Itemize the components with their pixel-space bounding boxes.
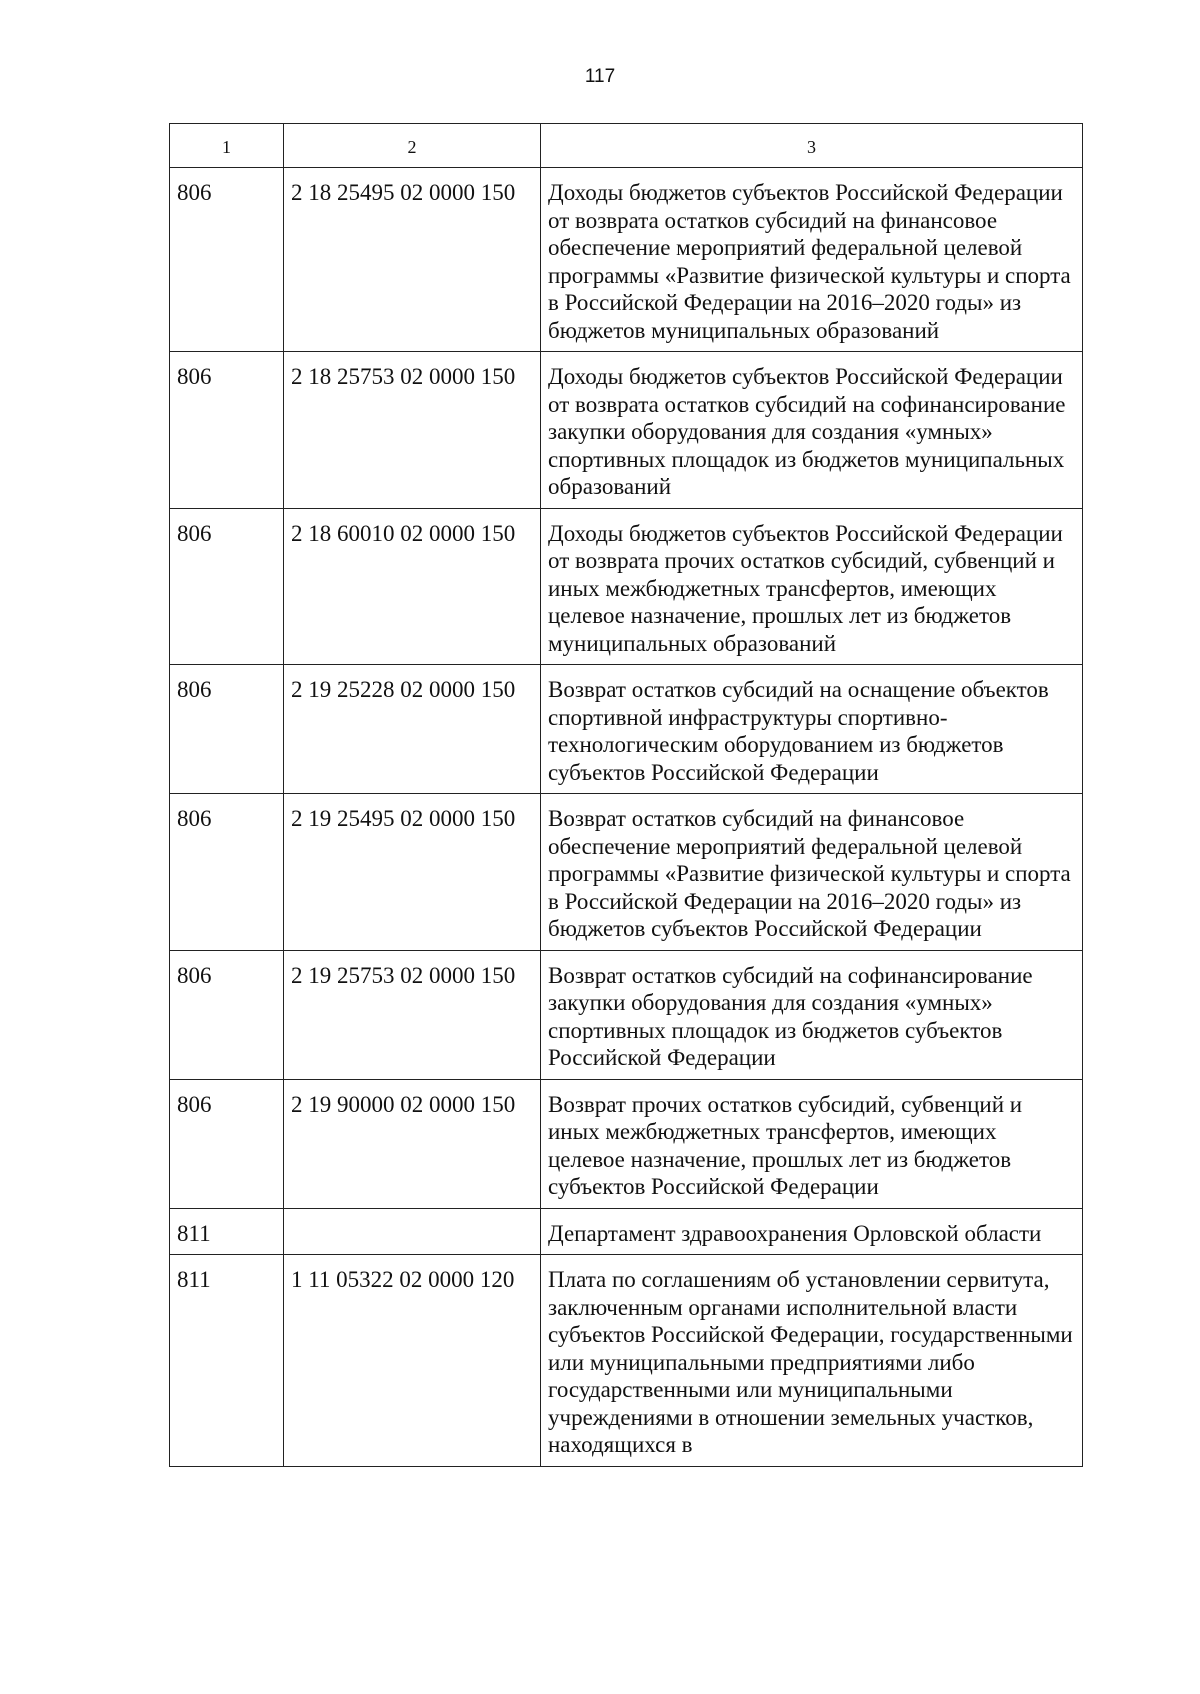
table-row	[170, 665, 1083, 794]
description-cell: Доходы бюджетов субъектов Российской Федерации от возврата остатков субсидий на софинансирование закупки оборудования для создания «умных» спортивных площадок из бюджетов муниципальных образований	[541, 352, 1083, 509]
table-row	[170, 1255, 1083, 1467]
header-col-3: 3	[541, 124, 1083, 168]
revenue-code-cell: 2 18 25753 02 0000 150	[284, 352, 541, 509]
description-cell: Возврат остатков субсидий на финансовое обеспечение мероприятий федеральной целевой программы «Развитие физической культуры и спорта в Российской Федерации на 2016–2020 годы» из бюджетов субъектов Российской Федерации	[541, 794, 1083, 951]
description-cell: Возврат прочих остатков субсидий, субвенций и иных межбюджетных трансфертов, имеющих целевое назначение, прошлых лет из бюджетов субъектов Российской Федерации	[541, 1079, 1083, 1208]
table-row	[170, 950, 1083, 1079]
description-cell: Департамент здравоохранения Орловской области	[541, 1208, 1083, 1255]
table-row	[170, 168, 1083, 352]
table-row	[170, 508, 1083, 665]
revenue-code-cell	[284, 1208, 541, 1255]
table-row	[170, 794, 1083, 951]
revenue-codes-table	[169, 123, 1083, 1467]
revenue-code-cell: 2 18 25495 02 0000 150	[284, 168, 541, 352]
header-col-2: 2	[284, 124, 541, 168]
admin-code-cell: 806	[170, 352, 284, 509]
description-cell: Плата по соглашениям об установлении сервитута, заключенным органами исполнительной власти субъектов Российской Федерации, государственными или муниципальными предприятиями либо государственными или муниципальными учреждениями в отношении земельных участков, находящихся в	[541, 1255, 1083, 1467]
description-cell: Возврат остатков субсидий на софинансирование закупки оборудования для создания «умных» спортивных площадок из бюджетов субъектов Российской Федерации	[541, 950, 1083, 1079]
admin-code-cell: 806	[170, 665, 284, 794]
description-cell: Доходы бюджетов субъектов Российской Федерации от возврата прочих остатков субсидий, субвенций и иных межбюджетных трансфертов, имеющих целевое назначение, прошлых лет из бюджетов муниципальных образований	[541, 508, 1083, 665]
admin-code-cell: 806	[170, 794, 284, 951]
description-cell: Доходы бюджетов субъектов Российской Федерации от возврата остатков субсидий на финансовое обеспечение мероприятий федеральной целевой программы «Развитие физической культуры и спорта в Российской Федерации на 2016–2020 годы» из бюджетов муниципальных образований	[541, 168, 1083, 352]
page-number: 117	[584, 66, 616, 87]
admin-code-cell: 806	[170, 168, 284, 352]
admin-code-cell: 806	[170, 508, 284, 665]
admin-code-cell: 806	[170, 1079, 284, 1208]
table-row	[170, 352, 1083, 509]
admin-code-cell: 811	[170, 1208, 284, 1255]
revenue-code-cell: 2 19 25753 02 0000 150	[284, 950, 541, 1079]
revenue-code-cell: 2 19 25228 02 0000 150	[284, 665, 541, 794]
admin-code-cell: 806	[170, 950, 284, 1079]
header-col-1: 1	[170, 124, 284, 168]
revenue-code-cell: 1 11 05322 02 0000 120	[284, 1255, 541, 1467]
table-header-row	[170, 124, 1083, 168]
description-cell: Возврат остатков субсидий на оснащение объектов спортивной инфраструктуры спортивно-технологическим оборудованием из бюджетов субъектов Российской Федерации	[541, 665, 1083, 794]
revenue-code-cell: 2 19 25495 02 0000 150	[284, 794, 541, 951]
table-row	[170, 1079, 1083, 1208]
table-row	[170, 1208, 1083, 1255]
revenue-code-cell: 2 19 90000 02 0000 150	[284, 1079, 541, 1208]
admin-code-cell: 811	[170, 1255, 284, 1467]
revenue-code-cell: 2 18 60010 02 0000 150	[284, 508, 541, 665]
